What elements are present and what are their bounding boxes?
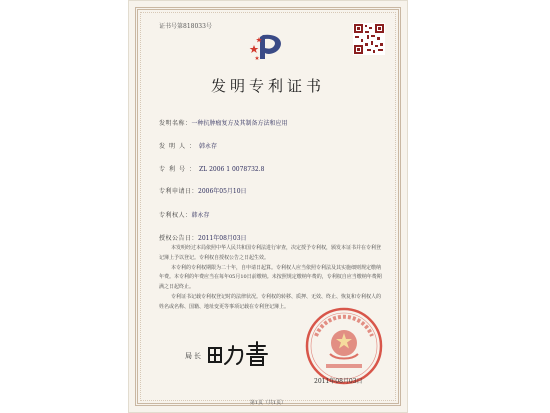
inventor-label: 发明人： — [159, 143, 200, 150]
invention-name-label: 发明名称： — [159, 120, 192, 127]
patent-number-row — [159, 164, 264, 173]
inventor-row — [159, 141, 217, 150]
body-paragraph-2: 本专利的专利权期限为二十年，自申请日起算。专利权人应当依照专利法及其实施细则规定缴纳年费。本专利的年费应当在每年05月10日前缴纳。未按照规定缴纳年费的，专利权自应当缴纳年费期满之日起终止。 — [159, 264, 382, 291]
patent-number-label: 专利号： — [159, 166, 200, 173]
seal-date: 2011年08月03日 — [314, 378, 363, 385]
official-seal — [304, 306, 384, 386]
filing-date-label: 专利申请日： — [159, 188, 199, 195]
page-footer: 第1页（共1页） — [249, 400, 287, 406]
patentee-value: 韩永存 — [191, 212, 210, 219]
certificate-body — [159, 244, 383, 313]
director-signature — [203, 340, 275, 368]
patent-number-value: ZL 2006 1 0078732.8 — [199, 166, 265, 173]
filing-date-row — [159, 186, 247, 195]
inventor-value: 韩永存 — [199, 143, 218, 150]
patentee-row — [159, 210, 210, 219]
grant-date-row — [159, 233, 247, 242]
certificate-title: 发明专利证书 — [210, 77, 325, 95]
certificate-number: 证书号第818033号 — [159, 23, 212, 30]
patentee-label: 专利权人： — [159, 212, 192, 219]
director-label: 局长 — [185, 352, 203, 360]
patent-office-logo-icon — [249, 31, 289, 61]
patent-certificate — [128, 0, 408, 413]
grant-date-value: 2011年08月03日 — [198, 235, 247, 242]
grant-date-label: 授权公告日： — [159, 235, 199, 242]
invention-name-value: 一种抗肿瘤复方及其制备方法和应用 — [191, 120, 288, 127]
body-paragraph-3: 专利证书记载专利权登记时的法律状况。专利权的转移、质押、无效、终止、恢复和专利权人的姓名或名称、国籍、地址变更等事项记载在专利登记簿上。 — [159, 293, 382, 310]
qr-code-icon — [353, 23, 385, 55]
invention-name-row — [159, 118, 288, 127]
filing-date-value: 2006年05月10日 — [198, 188, 247, 195]
body-paragraph-1: 本发明经过本局依照中华人民共和国专利法进行审查，决定授予专利权，颁发本证书并在专利登记簿上予以登记。专利权自授权公告之日起生效。 — [159, 245, 382, 261]
